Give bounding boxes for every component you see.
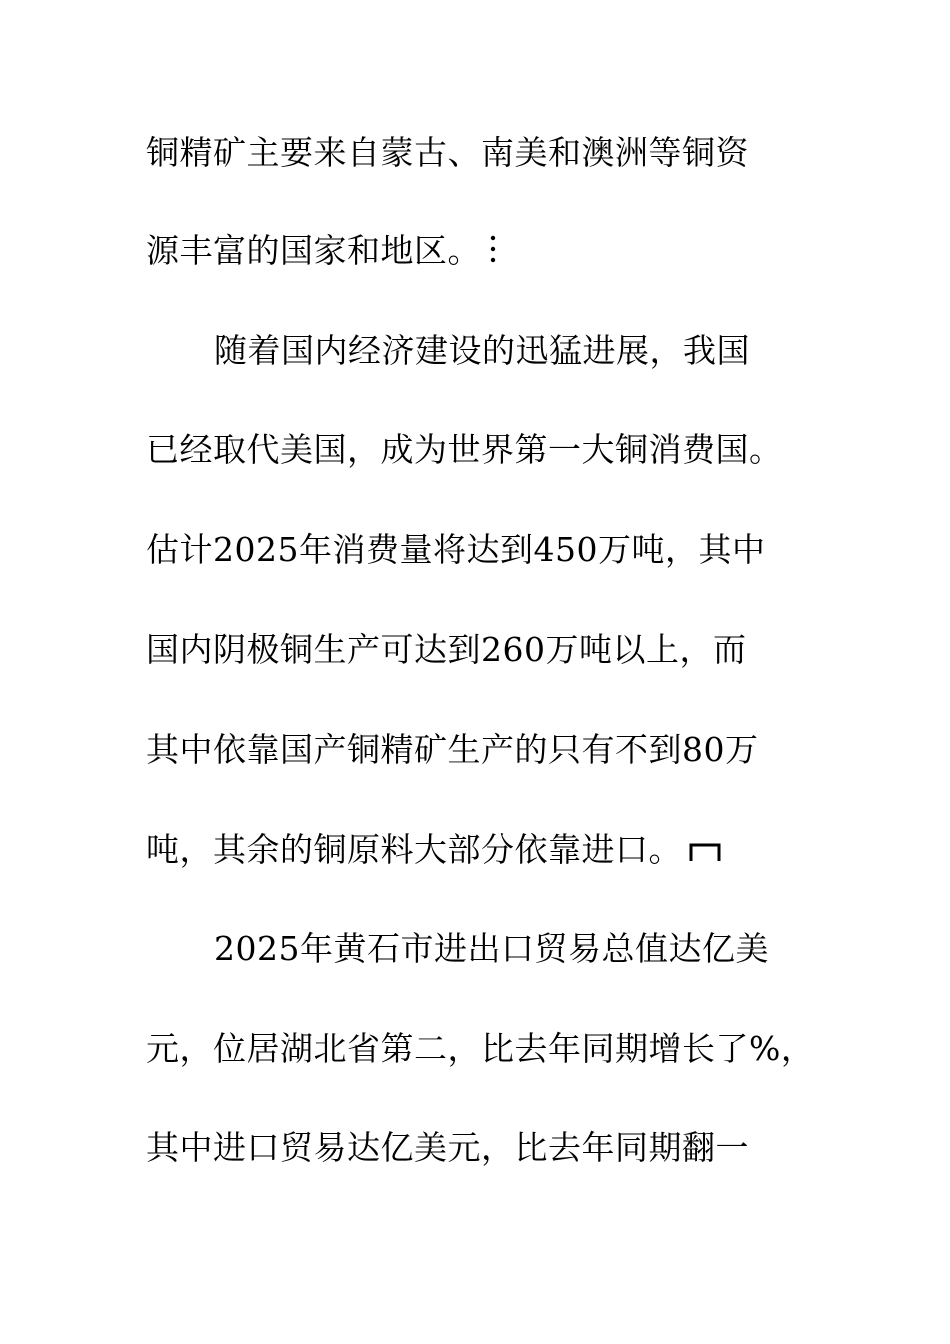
text-line-content: 已经取代美国，成为世界第一大铜消费国。 xyxy=(146,430,783,469)
vertical-dots-icon xyxy=(487,233,499,273)
text-line-content: 元，位居湖北省第二，比去年同期增长了%， xyxy=(146,1029,815,1068)
text-line-content: 源丰富的国家和地区。 xyxy=(146,231,481,270)
text-line xyxy=(146,1128,749,1168)
text-line-content: 估计2025年消费量将达到450万吨，其中 xyxy=(146,530,766,569)
text-line-content: 铜精矿主要来自蒙古、南美和澳洲等铜资 xyxy=(146,133,749,172)
text-line xyxy=(146,630,747,670)
text-line-content: 国内阴极铜生产可达到260万吨以上，而 xyxy=(146,630,747,669)
text-line-content: 吨，其余的铜原料大部分依靠进口。 xyxy=(146,830,682,869)
bracket-mark-icon xyxy=(688,832,722,872)
text-line xyxy=(146,133,749,173)
text-line xyxy=(146,730,759,770)
text-line xyxy=(214,929,769,969)
text-line-content: 2025年黄石市进出口贸易总值达亿美 xyxy=(214,929,769,968)
text-line xyxy=(146,830,722,872)
text-line xyxy=(146,430,783,470)
text-line xyxy=(146,231,499,273)
text-line-content: 其中依靠国产铜精矿生产的只有不到80万 xyxy=(146,730,759,769)
text-line-content: 随着国内经济建设的迅猛进展，我国 xyxy=(214,331,750,370)
text-line xyxy=(146,530,765,570)
text-line-content: 其中进口贸易达亿美元，比去年同期翻一 xyxy=(146,1128,749,1167)
text-line xyxy=(146,1029,814,1069)
text-line xyxy=(214,331,750,371)
